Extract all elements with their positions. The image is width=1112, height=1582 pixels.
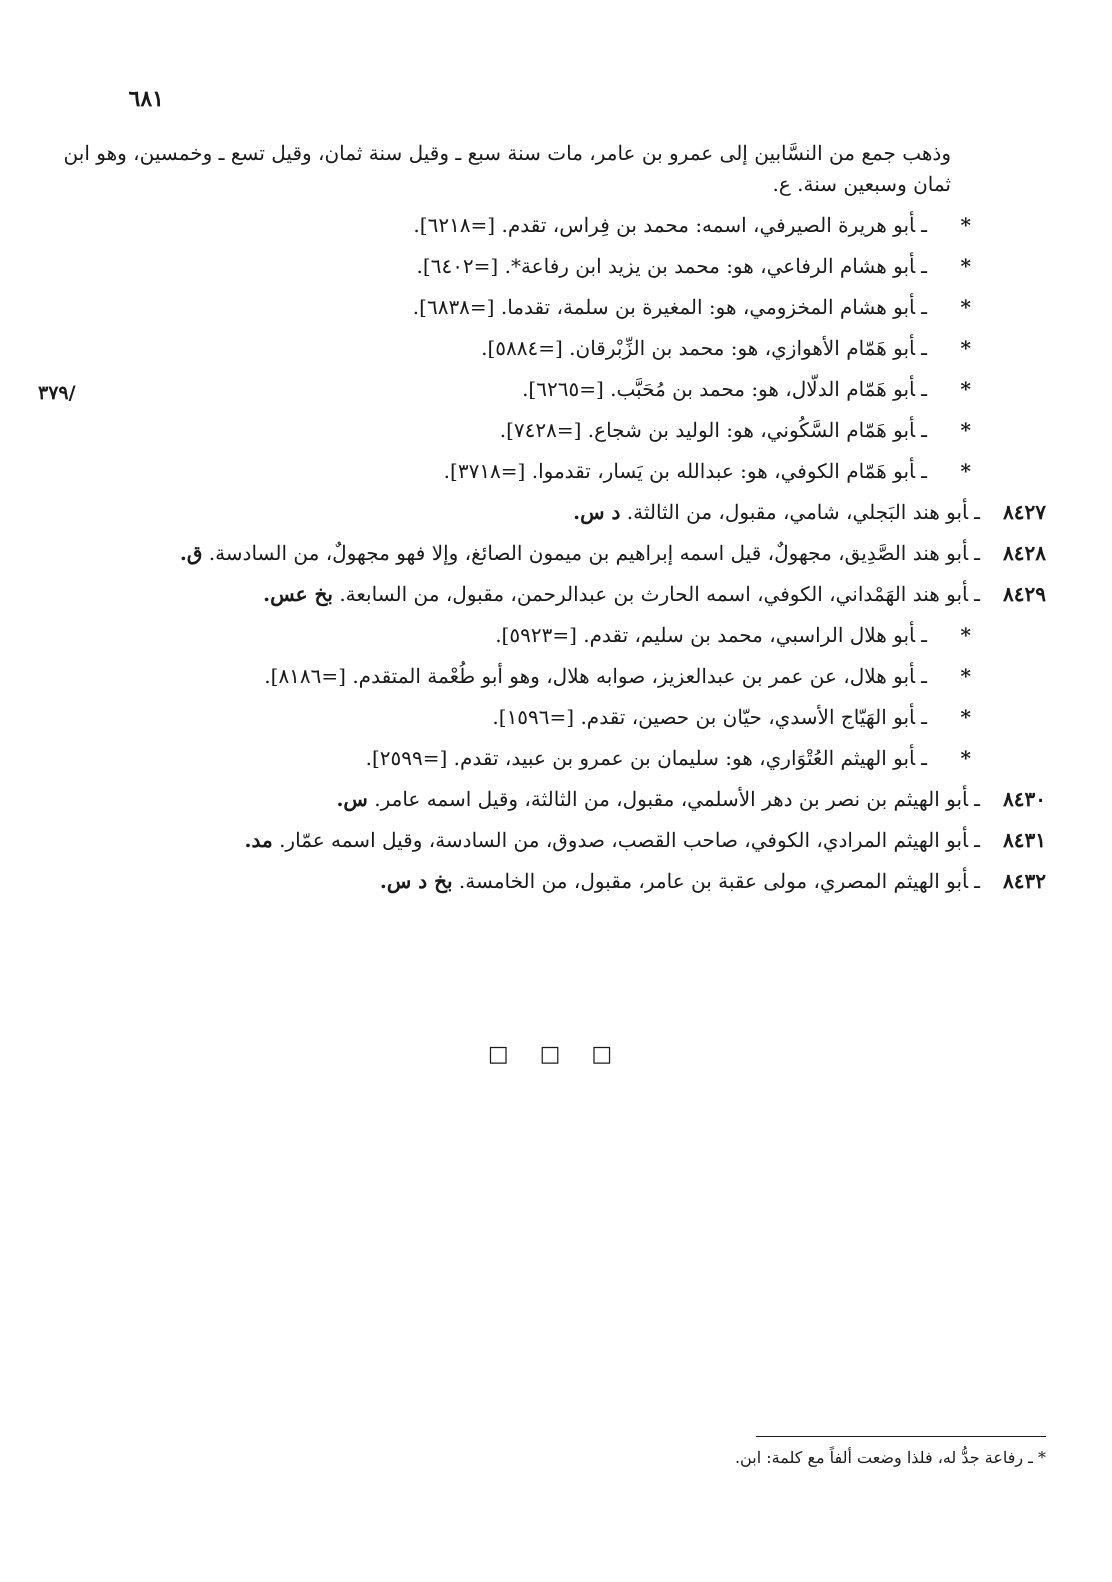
star-marker: * (960, 254, 971, 278)
entry-number: ٨٤٣١ (1003, 828, 1046, 852)
biography-entry (56, 497, 1046, 528)
star-marker: * (960, 623, 971, 647)
cross-reference-item (56, 661, 1046, 692)
dash-separator: ـ (921, 295, 927, 319)
dash-separator: ـ (921, 746, 927, 770)
entry-number: ٨٤٢٨ (1003, 541, 1046, 565)
cross-reference-item (56, 702, 1046, 733)
star-marker: * (960, 295, 971, 319)
entry-text: أبو هَمّام السَّكُوني، هو: الوليد بن شجاع. [=٧٤٢٨]. (499, 418, 916, 442)
star-marker: * (960, 705, 971, 729)
page-number: ٦٨١ (128, 86, 164, 112)
dash-separator: ـ (974, 828, 980, 852)
entry-text: أبو هشام الرفاعي، هو: محمد بن يزيد ابن رفاعة*. [=٦٤٠٢]. (416, 254, 916, 278)
biography-entry (56, 538, 1046, 569)
entry-text: أبو الهيثم العُتْوَاري، هو: سليمان بن عمرو بن عبيد، تقدم. [=٢٥٩٩]. (365, 746, 916, 770)
entry-text: أبو هند الهَمْداني، الكوفي، اسمه الحارث بن عبدالرحمن، مقبول، من السابعة. (339, 582, 969, 606)
star-marker: * (960, 418, 971, 442)
entry-number: ٨٤٢٧ (1003, 500, 1046, 524)
source-sigla: ق. (179, 541, 203, 565)
dash-separator: ـ (921, 459, 927, 483)
star-marker: * (960, 213, 971, 237)
dash-separator: ـ (921, 664, 927, 688)
dash-separator: ـ (921, 336, 927, 360)
star-marker: * (960, 336, 971, 360)
star-marker: * (960, 746, 971, 770)
intro-paragraph: وذهب جمع من النسَّابين إلى عمرو بن عامر، مات سنة سبع ـ وقيل سنة ثمان، وقيل تسع ـ وخمسين، وهو ابن ثمان وسبعين سنة. ع. (63, 141, 951, 196)
dash-separator: ـ (921, 623, 927, 647)
main-text (56, 138, 1046, 907)
entry-text: أبو الهَيّاج الأسدي، حيّان بن حصين، تقدم. [=١٥٩٦]. (492, 705, 916, 729)
source-sigla: بخ عس. (263, 582, 333, 606)
cross-reference-item (56, 415, 1046, 446)
dash-separator: ـ (974, 500, 980, 524)
cross-reference-item (56, 620, 1046, 651)
source-sigla: مد. (244, 828, 273, 852)
entry-text: أبو الهيثم بن نصر بن دهر الأسلمي، مقبول، من الثالثة، وقيل اسمه عامر. (374, 787, 969, 811)
cross-reference-item (56, 333, 1046, 364)
dash-separator: ـ (921, 705, 927, 729)
source-sigla: س. (336, 787, 368, 811)
entry-text: أبو الهيثم المرادي، الكوفي، صاحب القصب، صدوق، من السادسة، وقيل اسمه عمّار. (279, 828, 969, 852)
biography-entry (56, 579, 1046, 610)
cross-reference-item (56, 210, 1046, 241)
entries-list (56, 210, 1046, 897)
entry-text: أبو هند البَجلي، شامي، مقبول، من الثالثة. (626, 500, 969, 524)
entry-text: أبو هَمّام الدلّال، هو: محمد بن مُحَبَّب. [=٦٢٦٥]. (522, 377, 916, 401)
margin-page-reference: /٣٧٩ (38, 382, 76, 404)
biography-entry (56, 866, 1046, 897)
dash-separator: ـ (974, 869, 980, 893)
entry-number: ٨٤٢٩ (1003, 582, 1046, 606)
footnote: * ـ رفاعة جدُّ له، فلذا وضعت ألفاً مع كلمة: ابن. (734, 1448, 1046, 1467)
cross-reference-item (56, 456, 1046, 487)
entry-text: أبو هَمّام الأهوازي، هو: محمد بن الزِّبْرقان. [=٥٨٨٤]. (481, 336, 916, 360)
dash-separator: ـ (974, 541, 980, 565)
star-marker: * (960, 377, 971, 401)
entry-text: أبو هلال، عن عمر بن عبدالعزيز، صوابه هلال، وهو أبو طُعْمة المتقدم. [=٨١٨٦]. (264, 664, 916, 688)
dash-separator: ـ (974, 582, 980, 606)
star-marker: * (960, 664, 971, 688)
source-sigla: بخ د س. (379, 869, 453, 893)
cross-reference-item (56, 251, 1046, 282)
source-sigla: د س. (573, 500, 621, 524)
footnote-separator (756, 1436, 1046, 1437)
dash-separator: ـ (921, 254, 927, 278)
biography-entry (56, 825, 1046, 856)
entry-number: ٨٤٣٠ (1003, 787, 1046, 811)
entry-text: أبو الهيثم المصري، مولى عقبة بن عامر، مقبول، من الخامسة. (458, 869, 969, 893)
entry-number: ٨٤٣٢ (1003, 869, 1046, 893)
entry-text: أبو هند الصَّدِيق، مجهولٌ، قيل اسمه إبراهيم بن ميمون الصائغ، وإلا فهو مجهولٌ، من السادسة. (208, 541, 969, 565)
dash-separator: ـ (974, 787, 980, 811)
dash-separator: ـ (921, 377, 927, 401)
star-marker: * (960, 459, 971, 483)
cross-reference-item (56, 292, 1046, 323)
entry-text: أبو هَمّام الكوفي، هو: عبدالله بن يَسار، تقدموا. [=٣٧١٨]. (443, 459, 916, 483)
dash-separator: ـ (921, 213, 927, 237)
cross-reference-item (56, 743, 1046, 774)
entry-text: أبو هشام المخزومي، هو: المغيرة بن سلمة، تقدما. [=٦٨٣٨]. (412, 295, 916, 319)
dash-separator: ـ (921, 418, 927, 442)
section-end-marker: □ □ □ (487, 1042, 625, 1067)
entry-text: أبو هلال الراسبي، محمد بن سليم، تقدم. [=٥٩٢٣]. (495, 623, 916, 647)
biography-entry (56, 784, 1046, 815)
entry-text: أبو هريرة الصيرفي، اسمه: محمد بن فِراس، تقدم. [=٦٢١٨]. (413, 213, 916, 237)
cross-reference-item (56, 374, 1046, 405)
